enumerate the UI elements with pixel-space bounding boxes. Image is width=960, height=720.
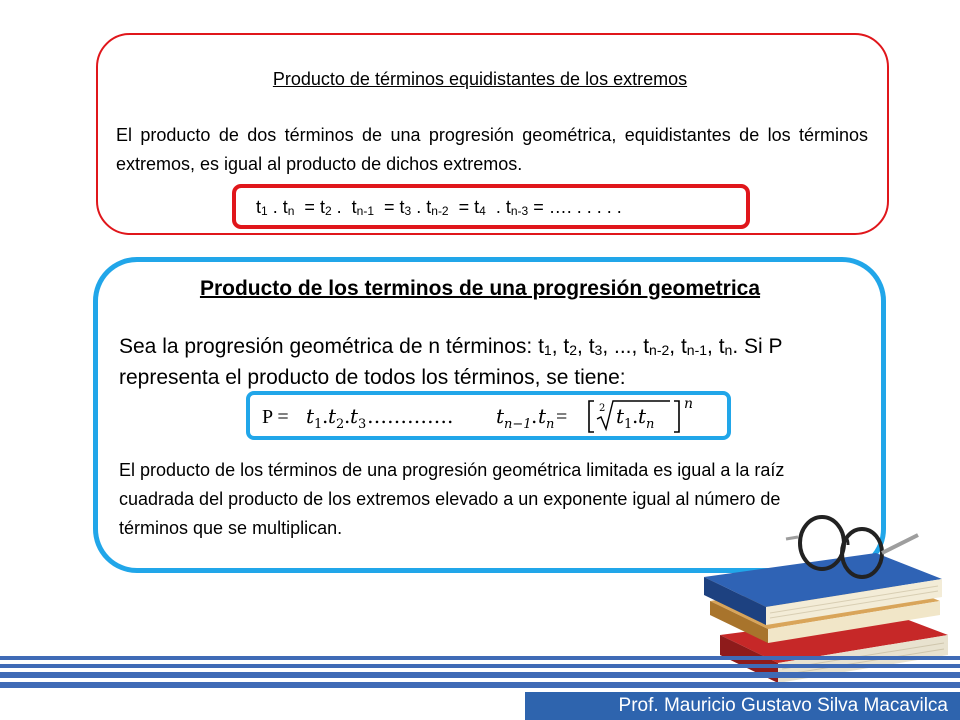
svg-text:………….: …………. (367, 404, 454, 428)
svg-text:2: 2 (336, 417, 345, 432)
equidistant-terms-title: Producto de términos equidistantes de los extremos (272, 69, 688, 89)
svg-text:t: t (306, 404, 315, 428)
svg-text:=: = (556, 406, 568, 428)
svg-text:t: t (638, 404, 647, 428)
exponent: n (684, 396, 694, 412)
author-credit: Prof. Mauricio Gustavo Silva Macavilca (618, 695, 948, 716)
product-terms-explanation: El producto de los términos de una progresión geométrica limitada es igual a la raíz cuadrada del producto de los extremos elevado a un exponente igual al número de términos que se multiplican. (119, 460, 785, 538)
root-index: 2 (599, 403, 606, 414)
product-terms-title: Producto de los terminos de una progresión geometrica (199, 277, 761, 300)
svg-text:1: 1 (314, 417, 323, 432)
equidistant-terms-paragraph: El producto de dos términos de una progresión geométrica, equidistantes de los términos extremos, es igual al producto de dichos extremos. (116, 125, 868, 174)
svg-text:1: 1 (624, 417, 633, 432)
product-terms-paragraph: Sea la progresión geométrica de n términos: $t_1$, $t_2$, $t_3$, ..., $t_{n-2}$, $t_{n-1}$, $t_n$. Si P representa el producto de todos los términos, se tiene: (119, 335, 783, 389)
footer-stripe (0, 672, 960, 678)
svg-text:t: t (496, 404, 505, 428)
svg-text:.: . (322, 404, 329, 428)
svg-text:.: . (531, 404, 538, 428)
svg-text:n: n (646, 417, 655, 432)
footer-stripe (0, 656, 960, 660)
footer-stripe (0, 664, 960, 668)
svg-text:n−1: n−1 (504, 417, 532, 432)
svg-text:t: t (616, 404, 625, 428)
svg-text:t: t (350, 404, 359, 428)
product-formula (246, 391, 731, 440)
svg-text:.: . (632, 404, 639, 428)
equidistant-formula: $t_1$ . $t_n = t_2$ . $t_{n-1} = t_3$ . $t_{n-2} = t_4$ . $t_{n-3}$ = …. . . . . . (232, 184, 750, 229)
footer-band (525, 692, 960, 720)
svg-text:n: n (546, 417, 555, 432)
formula-lhs: P = (262, 406, 289, 428)
footer-stripe (0, 682, 960, 688)
svg-text:t: t (328, 404, 337, 428)
svg-text:t: t (538, 404, 547, 428)
svg-text:.: . (344, 404, 351, 428)
svg-text:3: 3 (358, 417, 367, 432)
